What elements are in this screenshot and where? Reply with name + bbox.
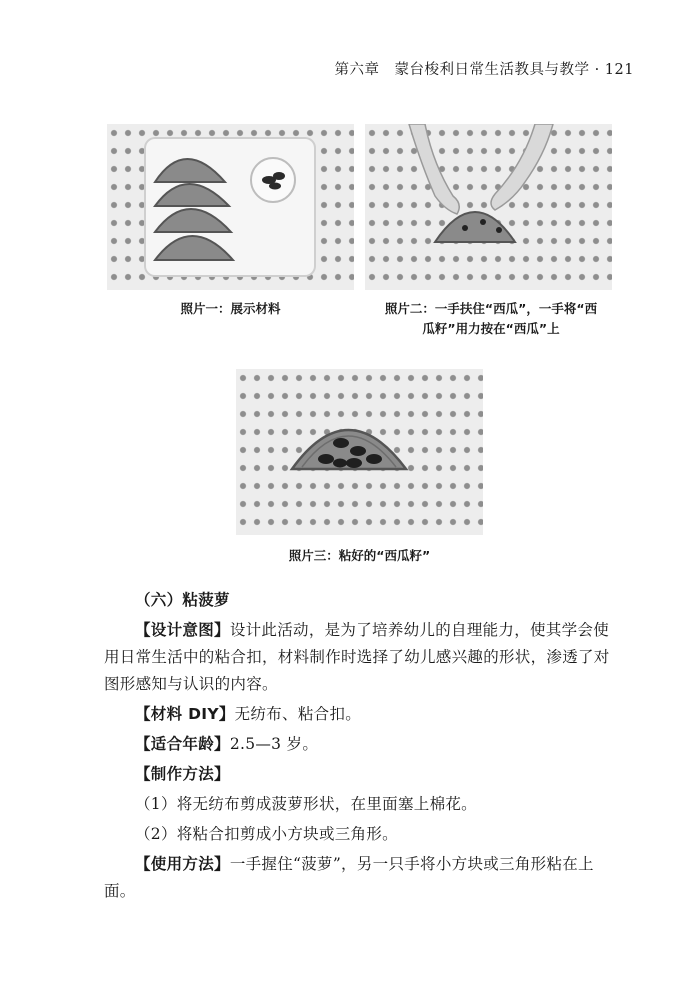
materials-label: 【材料 DIY】: [135, 705, 235, 723]
method-step-1: （1）将无纺布剪成菠萝形状，在里面塞上棉花。: [135, 795, 477, 813]
method-label: 【制作方法】: [135, 765, 230, 783]
materials-text: 无纺布、粘合扣。: [234, 705, 362, 723]
tray-illustration: [107, 124, 354, 290]
photo-caption-2: [365, 299, 617, 339]
usage-label: 【使用方法】: [135, 855, 230, 873]
running-header: 第六章 蒙台梭利日常生活教具与教学 · 121: [334, 62, 634, 78]
usage-paragraph: [104, 851, 624, 905]
method-step-2: （2）将粘合扣剪成小方块或三角形。: [135, 825, 398, 843]
age-label: 【适合年龄】: [135, 735, 230, 753]
design-intent-text: 设计此活动，是为了培养幼儿的自理能力，使其学会使用日常生活中的粘合扣，材料制作时选择了幼儿感兴趣的形状，渗透了对图形感知与认识的内容。: [104, 621, 610, 693]
design-intent-label: 【设计意图】: [135, 621, 230, 639]
watermelon-illustration: [236, 369, 483, 535]
hands-illustration: [365, 124, 612, 290]
age-paragraph: [104, 731, 624, 758]
photo-caption-2-line1: 照片二：一手扶住“西瓜”，一手将“西: [384, 301, 598, 316]
design-intent-paragraph: [104, 617, 624, 698]
photo-press-seeds: [365, 124, 612, 290]
photo-caption-2-line2: 瓜籽”用力按在“西瓜”上: [422, 321, 560, 336]
section-body: [104, 587, 624, 905]
usage-text: 一手握住“菠萝”，另一只手将小方块或三角形粘在上面。: [104, 855, 594, 900]
materials-paragraph: [104, 701, 624, 728]
photo-show-materials: [107, 124, 354, 290]
photo-finished-watermelon: [236, 369, 483, 535]
age-text: 2.5—3 岁。: [229, 735, 319, 753]
photo-caption-3: 照片三：粘好的“西瓜籽”: [288, 548, 431, 563]
section-title: （六）粘菠萝: [135, 591, 230, 609]
photo-caption-1: 照片一：展示材料: [180, 301, 281, 316]
